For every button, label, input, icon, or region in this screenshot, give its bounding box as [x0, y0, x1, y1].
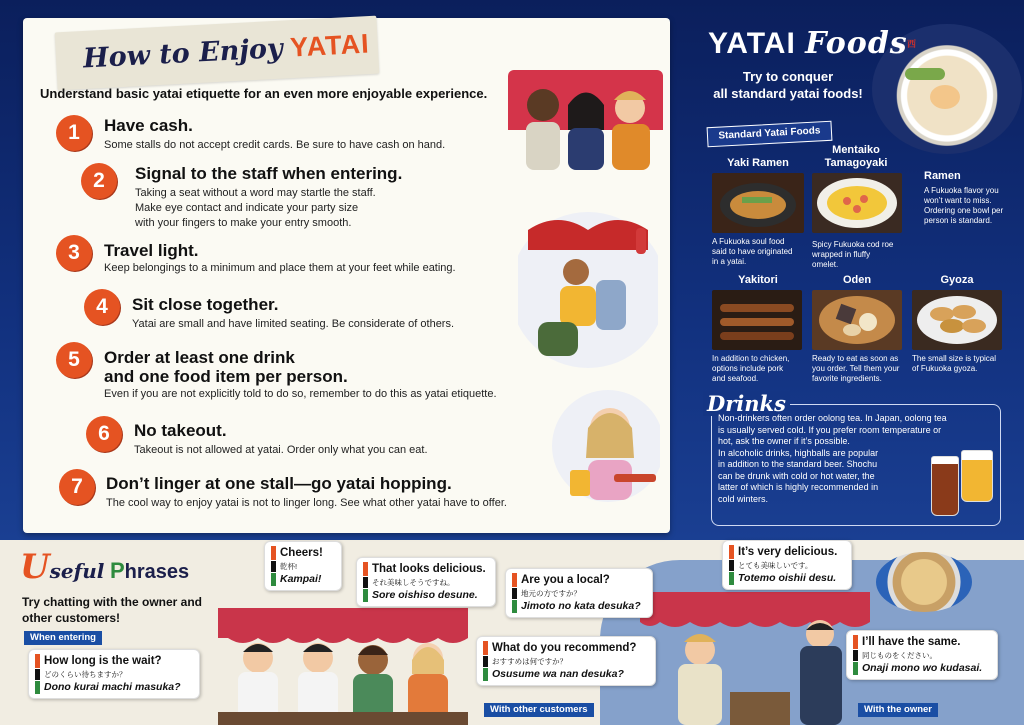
- title-accent: YATAI: [289, 28, 371, 63]
- drinks-text: [718, 413, 947, 505]
- food-name-yaki-ramen: Yaki Ramen: [727, 157, 789, 169]
- phrase-jp: それ美味しそうですね。: [363, 577, 489, 588]
- step-title-4: Sit close together.: [132, 295, 279, 314]
- step-title-1: Have cash.: [104, 116, 193, 135]
- drinks-line-1: Non-drinkers often order oolong tea. In Japan, oolong tea: [718, 413, 947, 423]
- yaki-ramen-image: [712, 173, 804, 233]
- food-name-mentaiko-1: Mentaiko: [832, 144, 880, 156]
- yakitori-desc-3: and seafood.: [712, 374, 759, 383]
- owner-illustration: [640, 582, 870, 725]
- phrases-intro: [22, 594, 232, 626]
- phrase-romaji: Kampai!: [271, 573, 335, 586]
- step-number-4: 4: [84, 289, 120, 325]
- step-number-3: 3: [56, 235, 92, 271]
- drinks-title: Drinks: [703, 391, 790, 416]
- foods-title-main: YATAI: [708, 27, 796, 60]
- step-title-5b: and one food item per person.: [104, 367, 348, 386]
- mentaiko-desc-2: wrapped in fluffy: [812, 250, 871, 259]
- step-body-1: Some stalls do not accept credit cards. Be sure to have cash on hand.: [104, 139, 446, 151]
- phrase-bubble-same: [846, 630, 998, 680]
- oden-image: [812, 290, 902, 350]
- step-number-2: 2: [81, 163, 117, 199]
- phrase-jp: とても美味しいです。: [729, 560, 845, 571]
- step-body-2a: Taking a seat without a word may startle the staff.: [135, 187, 376, 199]
- phrase-en: What do you recommend?: [483, 641, 649, 655]
- mentaiko-desc: [812, 240, 893, 270]
- ramen-garnish: [905, 68, 945, 80]
- phrase-en: I’ll have the same.: [853, 635, 991, 649]
- yaki-ramen-desc-2: said to have originated: [712, 247, 793, 256]
- phrase-romaji: Sore oishiso desune.: [363, 589, 489, 602]
- yaki-ramen-desc: [712, 237, 793, 267]
- title-script: How to Enjoy: [82, 33, 284, 75]
- gyoza-image: [912, 290, 1002, 350]
- step-title-7: Don’t linger at one stall—go yatai hopping.: [106, 474, 452, 493]
- oden-desc-2: you order. Tell them your: [812, 364, 900, 373]
- food-name-ramen: Ramen: [924, 170, 961, 182]
- etiquette-card: [23, 18, 670, 533]
- foods-subtitle-line2: all standard yatai foods!: [713, 86, 863, 101]
- oden-desc-1: Ready to eat as soon as: [812, 354, 899, 363]
- beer-mug: [961, 450, 993, 502]
- phrases-intro-2: other customers!: [22, 611, 121, 625]
- yaki-ramen-desc-3: in a yatai.: [712, 257, 747, 266]
- ramen-desc-1: A Fukuoka flavor you: [924, 186, 999, 195]
- ramen-desc-4: person is standard.: [924, 216, 993, 225]
- customers-illustration: [208, 600, 478, 725]
- ramen-desc-3: Ordering one bowl per: [924, 206, 1004, 215]
- step-body-7: The cool way to enjoy yatai is not to linger long. See what other yatai have to offer.: [106, 497, 507, 509]
- phrase-bubble-wait: [28, 649, 200, 699]
- drinks-line-7: latter of which is highly recommended in: [718, 482, 879, 492]
- phrase-bubble-cheers: [264, 541, 342, 591]
- oolong-tea-glass: [931, 456, 959, 516]
- step-body-2b: Make eye contact and indicate your party size: [135, 202, 359, 214]
- phrase-jp: 乾杯!: [271, 561, 335, 572]
- drinks-line-6: can be drunk with cold or hot water, the: [718, 470, 875, 481]
- phrase-romaji: Jimoto no kata desuka?: [512, 600, 646, 613]
- food-name-mentaiko: [810, 144, 902, 170]
- tag-with-the-owner: With the owner: [858, 703, 938, 717]
- phrase-bubble-very-delicious: [722, 540, 852, 590]
- phrase-bubble-looks-delicious: [356, 557, 496, 607]
- drinks-line-8: cold winters.: [718, 493, 769, 504]
- phrase-romaji: Dono kurai machi masuka?: [35, 681, 193, 694]
- drinks-line-2: is usually served cold. If you prefer room temperature or: [718, 424, 942, 435]
- phrase-romaji: Osusume wa nan desuka?: [483, 668, 649, 681]
- drinks-line-5: in addition to the standard beer. Shochu: [718, 459, 878, 469]
- drinks-line-4: In alcoholic drinks, highballs are popular: [718, 447, 879, 458]
- step-number-6: 6: [86, 416, 122, 452]
- phrases-intro-1: Try chatting with the owner and: [22, 595, 203, 609]
- step-body-2c: with your fingers to make your entry smooth.: [135, 217, 352, 229]
- standard-foods-label: Standard Yatai Foods: [707, 121, 833, 148]
- step-title-6: No takeout.: [134, 421, 227, 440]
- food-name-oden: Oden: [842, 274, 872, 286]
- ramen-chashu: [930, 85, 960, 109]
- yaki-ramen-desc-1: A Fukuoka soul food: [712, 237, 785, 246]
- phrases-title-seful: seful: [49, 559, 105, 583]
- foods-subtitle-line1: Try to conquer: [742, 69, 834, 84]
- drinking-girl-illustration: [550, 388, 660, 508]
- yakitori-desc: [712, 354, 789, 384]
- phrase-jp: 地元の方ですか？: [512, 588, 646, 599]
- drinks-line-3: hot, ask the owner if it’s possible.: [718, 436, 850, 446]
- phrase-en: That looks delicious.: [363, 562, 489, 576]
- step-number-7: 7: [59, 469, 95, 505]
- phrase-en: How long is the wait?: [35, 654, 193, 668]
- step-body-3: Keep belongings to a minimum and place them at your feet while eating.: [104, 262, 456, 274]
- phrase-en: Cheers!: [271, 546, 335, 560]
- foods-subtitle: [703, 68, 873, 102]
- phrases-title-u: U: [20, 547, 50, 587]
- gyoza-desc-1: The small size is typical: [912, 354, 997, 363]
- mentaiko-desc-3: omelet.: [812, 260, 839, 269]
- intro-text: Understand basic yatai etiquette for an even more enjoyable experience.: [40, 86, 488, 101]
- phrases-title: [20, 547, 189, 587]
- food-name-mentaiko-2: Tamagoyaki: [824, 157, 888, 169]
- tag-with-other-customers: With other customers: [484, 703, 594, 717]
- phrase-bubble-local: [505, 568, 653, 618]
- step-title-5a: Order at least one drink: [104, 348, 295, 367]
- traveler-illustration: [518, 210, 658, 370]
- mentaiko-tamagoyaki-image: [812, 173, 902, 233]
- step-number-5: 5: [56, 342, 92, 378]
- gyoza-desc: [912, 354, 996, 374]
- gyoza-desc-2: of Fukuoka gyoza.: [912, 364, 978, 373]
- yakitori-desc-1: In addition to chicken,: [712, 354, 790, 363]
- phrase-en: It’s very delicious.: [729, 545, 845, 559]
- foods-title-script: Foods: [805, 26, 908, 61]
- step-title-2: Signal to the staff when entering.: [135, 164, 403, 183]
- food-name-yakitori: Yakitori: [738, 274, 778, 286]
- oden-pot-image: [876, 552, 972, 612]
- mentaiko-desc-1: Spicy Fukuoka cod roe: [812, 240, 894, 249]
- phrase-jp: どのくらい待ちますか？: [35, 669, 193, 680]
- food-name-gyoza: Gyoza: [940, 274, 974, 286]
- phrases-title-p: P: [109, 558, 125, 583]
- tag-when-entering: When entering: [24, 631, 102, 645]
- friends-illustration: [508, 70, 663, 170]
- ramen-desc: [924, 186, 1003, 226]
- yakitori-image: [712, 290, 802, 350]
- ramen-desc-2: won’t want to miss.: [924, 196, 992, 205]
- step-number-1: 1: [56, 115, 92, 151]
- step-body-4: Yatai are small and have limited seating. Be considerate of others.: [132, 318, 455, 330]
- phrases-title-hrases: hrases: [124, 561, 190, 583]
- yakitori-desc-2: options include pork: [712, 364, 784, 373]
- step-body-5: Even if you are not explicitly told to do so, remember to do this as yatai etiquette.: [104, 388, 497, 400]
- oden-desc-3: favorite ingredients.: [812, 374, 882, 383]
- phrase-romaji: Totemo oishii desu.: [729, 572, 845, 585]
- phrase-jp: 同じものをください。: [853, 650, 991, 661]
- phrase-jp: おすすめは何ですか？: [483, 656, 649, 667]
- phrase-en: Are you a local?: [512, 573, 646, 587]
- oden-desc: [812, 354, 899, 384]
- phrase-bubble-recommend: [476, 636, 656, 686]
- bowl-emblem: 西: [907, 39, 917, 49]
- step-title-3: Travel light.: [104, 241, 199, 260]
- foods-title: [708, 26, 908, 61]
- phrase-romaji: Onaji mono wo kudasai.: [853, 662, 991, 675]
- step-body-6: Takeout is not allowed at yatai. Order only what you can eat.: [134, 444, 428, 456]
